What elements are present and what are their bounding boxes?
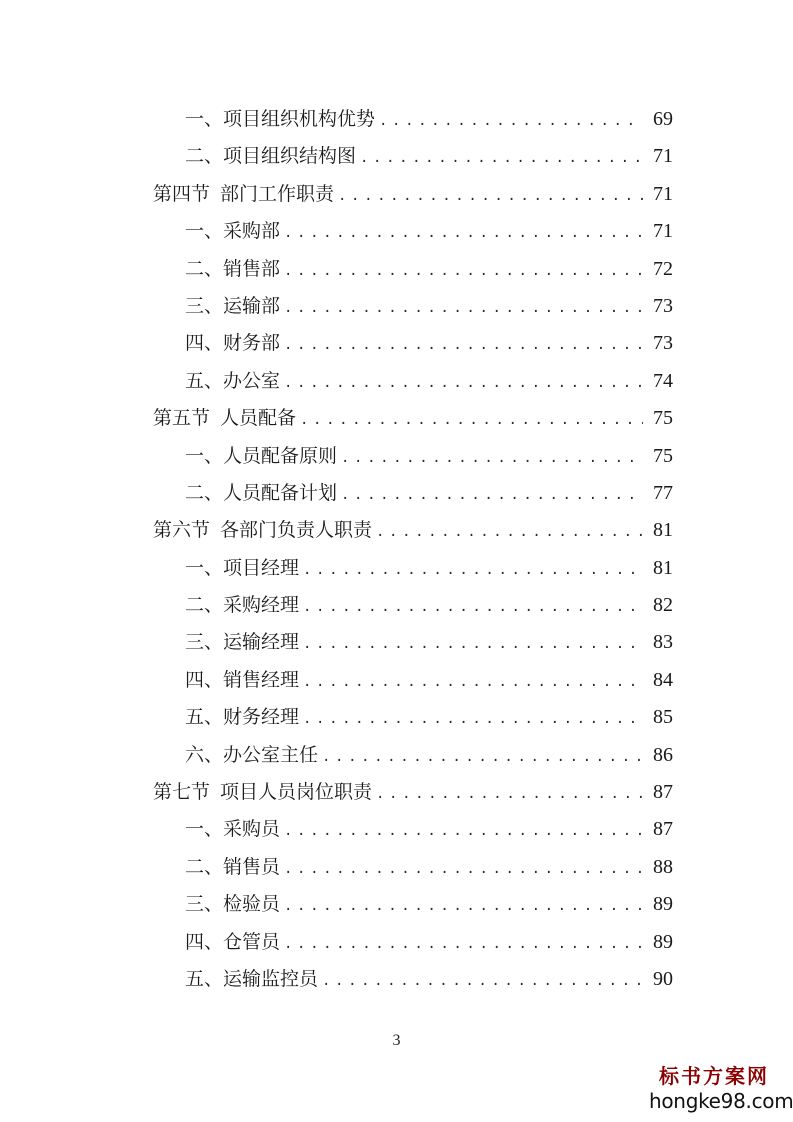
toc-leader-dots xyxy=(360,140,643,177)
toc-entry-title: 第四节 部门工作职责 xyxy=(153,182,335,205)
toc-leader-dots xyxy=(376,514,643,551)
toc-section-entry[interactable] xyxy=(153,774,673,811)
toc-entry-number: 一、 xyxy=(185,108,224,130)
toc-entry-number: 一、 xyxy=(185,444,224,467)
toc-entry-number: 五、 xyxy=(185,706,224,729)
toc-leader-dots xyxy=(284,327,643,364)
toc-entry-title: 四、财务部 xyxy=(185,332,281,355)
toc-entry-title: 三、运输经理 xyxy=(185,631,300,654)
toc-entry-number: 一、 xyxy=(185,818,224,841)
toc-entry-number: 第五节 xyxy=(153,407,211,430)
toc-entry[interactable] xyxy=(153,811,673,848)
toc-entry[interactable] xyxy=(153,550,673,587)
toc-page-number: 73 xyxy=(653,332,673,355)
toc-entry-number: 四、 xyxy=(185,930,224,953)
watermark-logo xyxy=(649,1064,793,1114)
toc-entry-title: 二、采购经理 xyxy=(185,594,300,617)
toc-page-number: 89 xyxy=(653,893,673,916)
toc-page-number: 83 xyxy=(653,631,673,654)
toc-leader-dots xyxy=(284,253,643,290)
toc-entry[interactable] xyxy=(153,924,673,961)
toc-entry-number: 三、 xyxy=(185,893,224,916)
toc-entry[interactable] xyxy=(153,886,673,923)
toc-entry-number: 第七节 xyxy=(153,781,211,804)
toc-entry[interactable] xyxy=(153,849,673,886)
toc-entry-number: 三、 xyxy=(185,631,224,654)
toc-entry-title: 第五节 人员配备 xyxy=(153,407,297,430)
toc-entry-number: 二、 xyxy=(185,594,224,617)
toc-entry[interactable] xyxy=(153,363,673,400)
toc-page-number: 81 xyxy=(653,556,673,579)
toc-leader-dots xyxy=(341,477,643,514)
toc-section-entry[interactable] xyxy=(153,512,673,549)
toc-entry-title: 二、项目组织结构图 xyxy=(185,145,357,168)
toc-entry[interactable] xyxy=(153,587,673,624)
toc-leader-dots xyxy=(303,552,643,589)
toc-entry-title: 第六节 各部门负责人职责 xyxy=(153,519,373,542)
toc-entry-number: 五、 xyxy=(185,369,224,392)
toc-page-number: 87 xyxy=(653,818,673,841)
toc-page-number: 73 xyxy=(653,294,673,317)
toc-entry[interactable] xyxy=(153,699,673,736)
toc-entry-title: 三、检验员 xyxy=(185,893,281,916)
toc-entry-number: 二、 xyxy=(185,257,224,280)
watermark-url: hongke98.com xyxy=(649,1089,793,1113)
toc-page-number: 90 xyxy=(653,967,673,990)
toc-entry-number: 第四节 xyxy=(153,182,211,205)
toc-page-number: 72 xyxy=(653,257,673,280)
toc-leader-dots xyxy=(284,813,643,850)
toc-page-number: 75 xyxy=(653,444,673,467)
toc-leader-dots xyxy=(322,963,643,1000)
toc-entry-title: 五、办公室 xyxy=(185,369,281,392)
toc-entry-title: 三、运输部 xyxy=(185,294,281,317)
toc-entry-title: 二、人员配备计划 xyxy=(185,481,338,504)
toc-entry-title: 四、销售经理 xyxy=(185,668,300,691)
watermark-brand: 标书方案网 xyxy=(659,1064,769,1088)
toc-entry[interactable] xyxy=(153,438,673,475)
toc-entry-number: 二、 xyxy=(185,481,224,504)
toc-page-number: 82 xyxy=(653,594,673,617)
toc-entry-title: 一、项目经理 xyxy=(185,556,300,579)
toc-section-entry[interactable] xyxy=(153,400,673,437)
toc-entry-number: 二、 xyxy=(185,855,224,878)
toc-leader-dots xyxy=(338,178,643,215)
toc-leader-dots xyxy=(300,402,643,439)
toc-leader-dots xyxy=(341,440,643,477)
toc-leader-dots xyxy=(284,926,643,963)
toc-leader-dots xyxy=(284,365,643,402)
toc-entry-number: 三、 xyxy=(185,294,224,317)
toc-page-number: 84 xyxy=(653,668,673,691)
toc-entry-title: 一、项目组织机构优势 xyxy=(185,108,376,130)
toc-section-entry[interactable] xyxy=(153,176,673,213)
toc-page-number: 87 xyxy=(653,781,673,804)
toc-leader-dots xyxy=(284,215,643,252)
toc-entry-number: 二、 xyxy=(185,145,224,168)
page-number: 3 xyxy=(392,1032,401,1049)
toc-entry-number: 四、 xyxy=(185,668,224,691)
toc-page-number: 71 xyxy=(653,220,673,243)
toc-entry[interactable] xyxy=(153,624,673,661)
toc-entry[interactable] xyxy=(153,325,673,362)
toc-page-number: 74 xyxy=(653,369,673,392)
toc-entry[interactable] xyxy=(153,475,673,512)
toc-entry-title: 四、仓管员 xyxy=(185,930,281,953)
toc-entry-number: 六、 xyxy=(185,743,224,766)
toc-entry-number: 五、 xyxy=(185,967,224,990)
table-of-contents xyxy=(153,101,673,998)
toc-leader-dots xyxy=(303,701,643,738)
toc-page-number: 69 xyxy=(653,108,673,130)
toc-leader-dots xyxy=(284,888,643,925)
toc-entry-title: 五、运输监控员 xyxy=(185,967,319,990)
toc-entry-title: 一、采购部 xyxy=(185,220,281,243)
toc-page-number: 75 xyxy=(653,407,673,430)
toc-page-number: 89 xyxy=(653,930,673,953)
toc-entry[interactable] xyxy=(153,288,673,325)
toc-page-number: 86 xyxy=(653,743,673,766)
toc-page-number: 85 xyxy=(653,706,673,729)
toc-entry-title: 六、办公室主任 xyxy=(185,743,319,766)
toc-leader-dots xyxy=(303,664,643,701)
toc-entry-title: 第七节 项目人员岗位职责 xyxy=(153,781,373,804)
toc-entry[interactable] xyxy=(153,737,673,774)
toc-leader-dots xyxy=(379,103,643,140)
toc-leader-dots xyxy=(284,851,643,888)
toc-entry-title: 二、销售员 xyxy=(185,855,281,878)
toc-entry-number: 第六节 xyxy=(153,519,211,542)
toc-leader-dots xyxy=(303,589,643,626)
toc-entry-title: 一、人员配备原则 xyxy=(185,444,338,467)
toc-leader-dots xyxy=(322,739,643,776)
toc-entry-number: 一、 xyxy=(185,556,224,579)
toc-page-number: 81 xyxy=(653,519,673,542)
toc-entry[interactable] xyxy=(153,662,673,699)
toc-page-number: 71 xyxy=(653,182,673,205)
toc-leader-dots xyxy=(284,290,643,327)
toc-entry[interactable] xyxy=(153,213,673,250)
toc-page-number: 77 xyxy=(653,481,673,504)
toc-entry[interactable] xyxy=(153,961,673,998)
toc-entry-title: 一、采购员 xyxy=(185,818,281,841)
toc-entry-number: 一、 xyxy=(185,220,224,243)
toc-entry-title: 二、销售部 xyxy=(185,257,281,280)
toc-leader-dots xyxy=(376,776,643,813)
toc-leader-dots xyxy=(303,626,643,663)
toc-entry[interactable] xyxy=(153,251,673,288)
toc-page-number: 88 xyxy=(653,855,673,878)
toc-entry[interactable] xyxy=(153,101,673,138)
toc-entry-number: 四、 xyxy=(185,332,224,355)
toc-page-number: 71 xyxy=(653,145,673,168)
toc-entry[interactable] xyxy=(153,138,673,175)
toc-entry-title: 五、财务经理 xyxy=(185,706,300,729)
